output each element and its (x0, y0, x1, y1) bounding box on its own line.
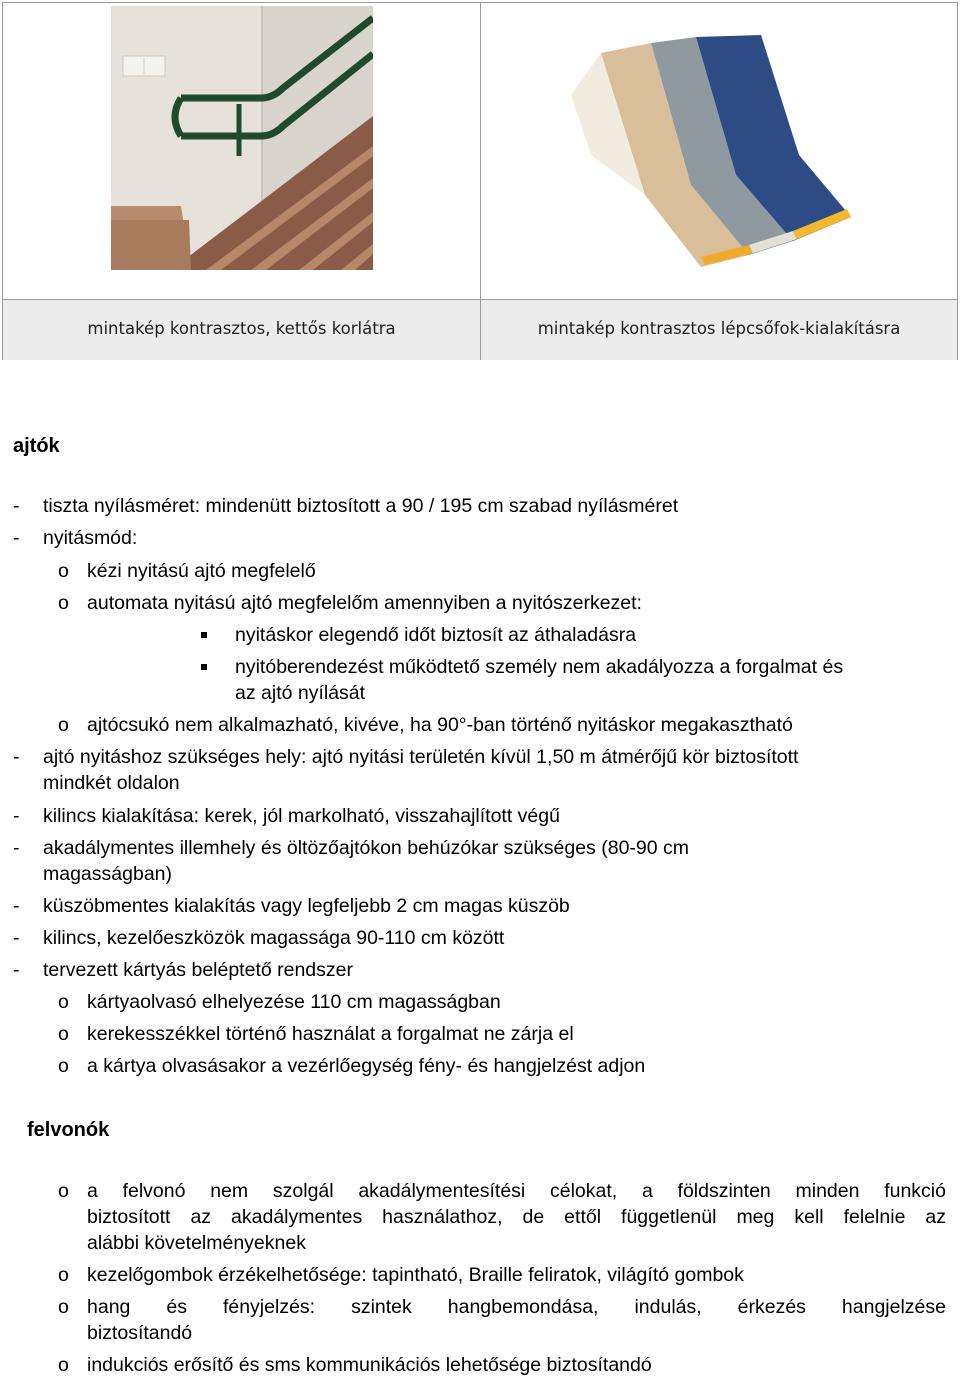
door-item-threshold: küszöbmentes kialakítás vagy legfeljebb 2 cm magas küszöb (43, 895, 570, 917)
heading-doors: ajtók (13, 435, 60, 457)
elevator-item-buttons: kezelőgombok érzékelhetősége: tapintható, Braille feliratok, világító gombok (87, 1264, 744, 1286)
door-item-pull-bar-line1: akadálymentes illemhely és öltözőajtókon behúzókar szükséges (80-90 cm (43, 837, 690, 859)
square-bullet (201, 632, 207, 638)
caption-stair-tread: mintakép kontrasztos lépcsőfok-kialakításra (537, 319, 901, 338)
door-item-control-height: kilincs, kezelőeszközök magassága 90-110 cm között (43, 927, 505, 949)
dash-marker: - (13, 527, 20, 549)
dash-marker: - (13, 895, 20, 917)
circle-marker: o (58, 714, 69, 736)
dash-marker: - (13, 495, 20, 517)
handrail-photo (111, 6, 373, 270)
circle-marker: o (58, 1180, 69, 1202)
circle-marker: o (58, 1264, 69, 1286)
circle-marker: o (58, 991, 69, 1013)
dash-marker: - (13, 746, 20, 768)
door-item-card-access: tervezett kártyás beléptető rendszer (43, 959, 353, 981)
door-item-closer: ajtócsukó nem alkalmazható, kivéve, ha 90°-ban történő nyitáskor megakasztható (87, 714, 793, 736)
door-item-card-reader-height: kártyaolvasó elhelyezése 110 cm magasságban (87, 991, 501, 1013)
door-item-signal: a kártya olvasásakor a vezérlőegység fény- és hangjelzést adjon (87, 1055, 646, 1077)
elevator-item-sound-line1: hang és fényjelzés: szintek hangbemondása, indulás, érkezés hangjelzése (87, 1296, 946, 1318)
door-item-pull-bar-line2: magasságban) (43, 863, 172, 885)
door-item-opening-mode: nyitásmód: (43, 527, 138, 549)
square-bullet (201, 664, 207, 670)
circle-marker: o (58, 560, 69, 582)
figure-cell-stair-tread (481, 3, 957, 299)
door-item-operator-line1: nyitóberendezést működtető személy nem akadályozza a forgalmat és (235, 656, 844, 678)
heading-elevators: felvonók (27, 1119, 110, 1141)
circle-marker: o (58, 1055, 69, 1077)
dash-marker: - (13, 805, 20, 827)
door-item-handle: kilincs kialakítása: kerek, jól markolható, visszahajlított végű (43, 805, 560, 827)
circle-marker: o (58, 1023, 69, 1045)
dash-marker: - (13, 837, 20, 859)
caption-handrail: mintakép kontrasztos, kettős korlátra (3, 300, 481, 360)
elevator-item-purpose-line1: a felvonó nem szolgál akadálymentesítési célokat, a földszinten minden funkció (87, 1180, 946, 1202)
door-item-wheelchair-use: kerekesszékkel történő használat a forgalmat ne zárja el (87, 1023, 574, 1045)
door-item-enough-time: nyitáskor elegendő időt biztosít az áthaladásra (235, 624, 637, 646)
door-item-clear-opening: tiszta nyílásméret: mindenütt biztosított a 90 / 195 cm szabad nyílásméret (43, 495, 679, 517)
dash-marker: - (13, 959, 20, 981)
door-item-space-line2: mindkét oldalon (43, 772, 180, 794)
dash-marker: - (13, 927, 20, 949)
figure-cell-handrail (3, 3, 481, 299)
circle-marker: o (58, 1354, 69, 1376)
caption-row (3, 299, 957, 360)
door-item-automatic: automata nyitású ajtó megfelelőm amennyiben a nyitószerkezet: (87, 592, 642, 614)
elevator-item-purpose-line3: alábbi követelményeknek (87, 1232, 306, 1254)
door-item-space-line1: ajtó nyitáshoz szükséges hely: ajtó nyitási területén kívül 1,50 m átmérőjű kör biztosított (43, 746, 799, 768)
door-item-manual: kézi nyitású ajtó megfelelő (87, 560, 316, 582)
circle-marker: o (58, 1296, 69, 1318)
figure-table (2, 2, 958, 360)
elevator-item-purpose-line2: biztosított az akadálymentes használathoz, de ettől függetlenül meg kell felelnie az (87, 1206, 946, 1228)
circle-marker: o (58, 592, 69, 614)
door-item-operator-line2: az ajtó nyílását (235, 682, 366, 704)
elevator-item-sound-line2: biztosítandó (87, 1322, 193, 1344)
stair-tread-photo (571, 35, 853, 271)
elevator-item-induction: indukciós erősítő és sms kommunikációs lehetősége biztosítandó (87, 1354, 652, 1376)
